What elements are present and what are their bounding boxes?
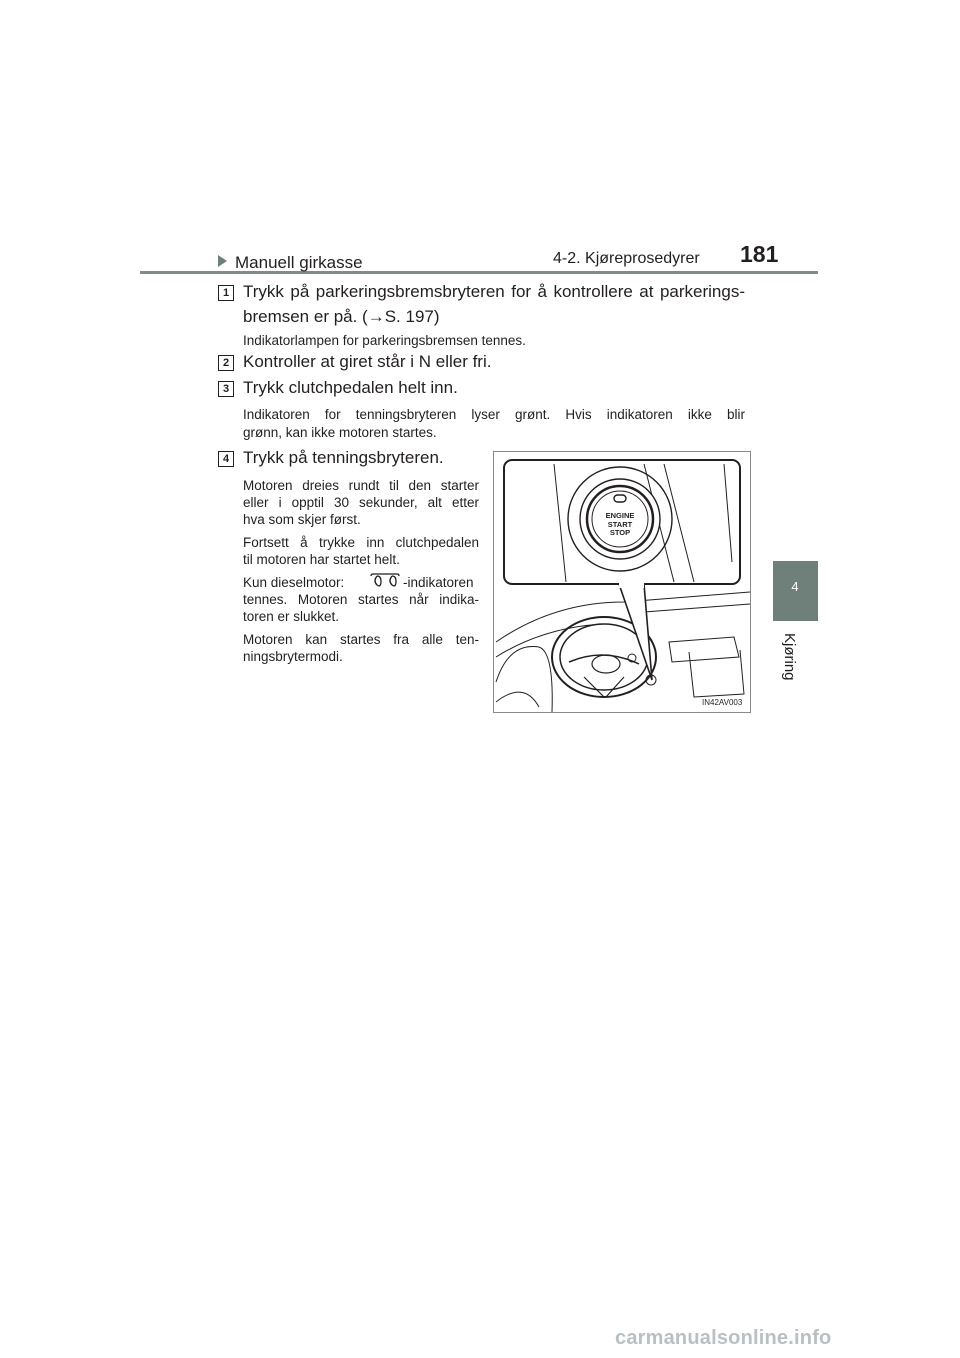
page-number: 181: [740, 241, 779, 267]
step-4-note-1-line-1: Motoren dreies rundt til den starter: [243, 478, 479, 493]
watermark-text: carmanualsonline.info: [615, 1327, 832, 1349]
engine-button-label: [592, 512, 648, 538]
step-4-note-3-suffix: -indikatoren: [403, 575, 474, 590]
step-4-note-1-line-2: eller i opptil 30 sekunder, alt etter: [243, 495, 479, 510]
step-1-note: Indikatorlampen for parkeringsbremsen tennes.: [243, 333, 526, 348]
chapter-number: 4: [791, 579, 799, 594]
figure-code: IN42AV003: [702, 698, 743, 707]
step-number-3: 3: [218, 381, 234, 397]
heading-text: Manuell girkasse: [235, 253, 363, 272]
engine-start-illustration: [493, 451, 751, 713]
button-line-engine: ENGINE: [605, 511, 635, 520]
step-3-note-line-1: Indikatoren for tenningsbryteren lyser grønt. Hvis indikatoren ikke blir: [243, 407, 745, 422]
step-4-note-3-label: Kun dieselmotor:: [243, 575, 345, 590]
chapter-label: Kjøring: [781, 633, 798, 681]
step-3-note-line-2: grønn, kan ikke motoren startes.: [243, 425, 437, 440]
step-1-line-2: bremsen er på. (→S. 197): [243, 307, 440, 326]
step-4-note-3-line-3: toren er slukket.: [243, 609, 340, 624]
step-number-4: 4: [218, 451, 234, 467]
step-4-note-3-line-2: tennes. Motoren startes når indika-: [243, 592, 479, 607]
section-heading: [218, 253, 363, 273]
chapter-label-wrap: [781, 633, 809, 693]
step-4-note-2-line-2: til motoren har startet helt.: [243, 552, 400, 567]
step-number-1: 1: [218, 285, 234, 301]
step-4-note-4-line-2: ningsbrytermodi.: [243, 649, 343, 664]
step-2-line-1: Kontroller at giret står i N eller fri.: [243, 352, 492, 371]
step-4-note-1-line-3: hva som skjer først.: [243, 512, 361, 527]
glow-plug-indicator-icon: [368, 572, 402, 590]
dashboard-drawing: [494, 452, 750, 712]
step-4-line-1: Trykk på tenningsbryteren.: [243, 448, 444, 467]
step-4-note-2-line-1: Fortsett å trykke inn clutchpedalen: [243, 535, 479, 550]
button-line-start: START: [607, 519, 633, 529]
step-3-line-1: Trykk clutchpedalen helt inn.: [243, 378, 458, 397]
section-title: 4-2. Kjøreprosedyrer: [553, 250, 700, 267]
step-number-2: 2: [218, 355, 234, 371]
step-4-note-4-line-1: Motoren kan startes fra alle ten-: [243, 632, 479, 647]
triangle-bullet-icon: [218, 255, 227, 267]
step-1-line-1: Trykk på parkeringsbremsbryteren for å kontrollere at parkerings-: [243, 282, 745, 301]
button-line-stop: STOP: [609, 528, 631, 537]
